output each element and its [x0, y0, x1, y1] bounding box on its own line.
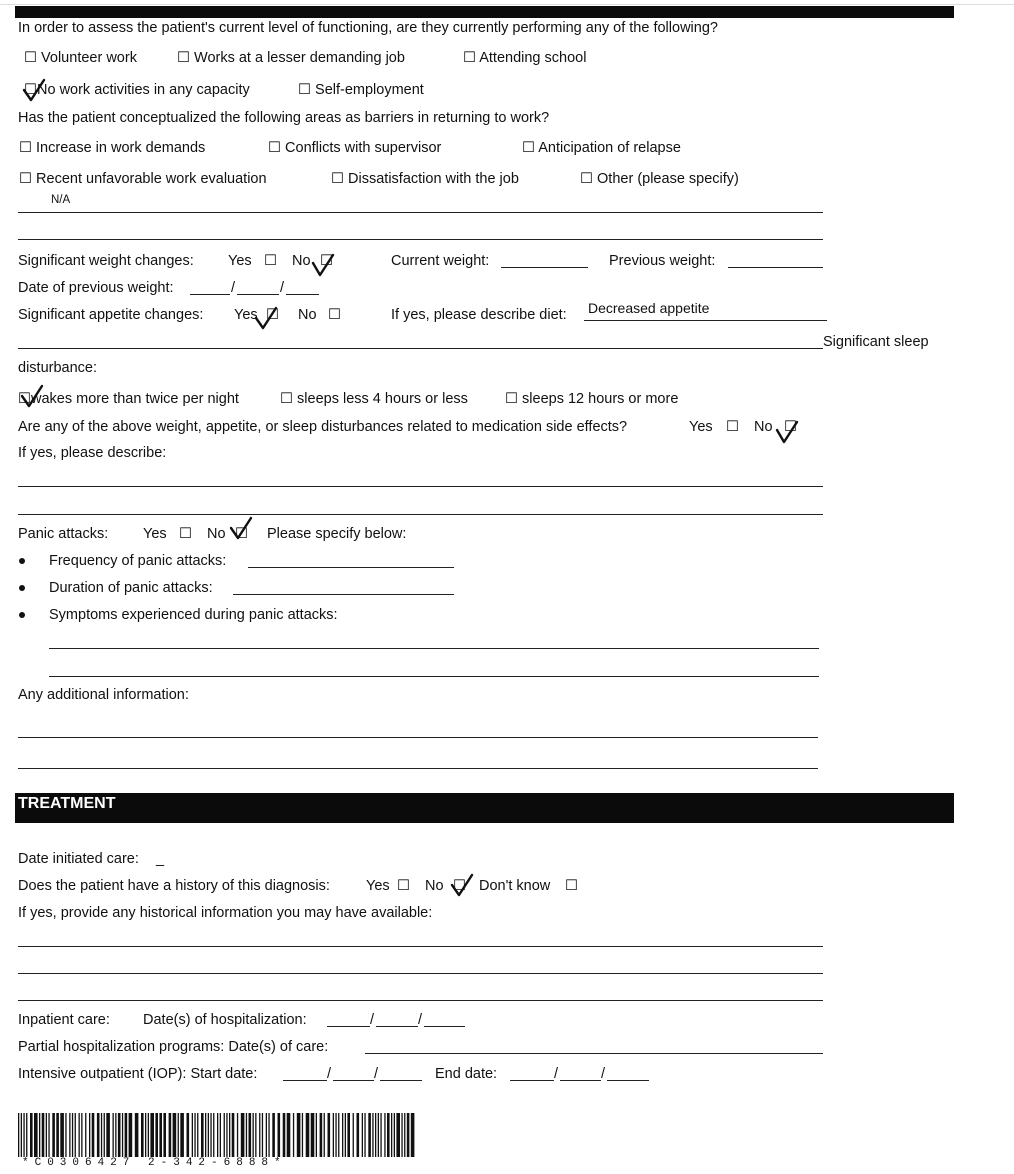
date-initiated-value[interactable]: _	[156, 851, 165, 867]
date-previous-weight-label: Date of previous weight:	[18, 280, 174, 296]
panic-specify-label: Please specify below:	[267, 526, 407, 542]
other-answer[interactable]: N/A	[51, 194, 71, 206]
iop-start-label: Intensive outpatient (IOP): Start date:	[18, 1066, 258, 1082]
diet-answer[interactable]: Decreased appetite	[588, 300, 710, 316]
answer-line	[18, 212, 823, 213]
date-initiated-label: Date initiated care:	[18, 851, 139, 867]
checkmark-icon	[20, 384, 44, 410]
checkmark-icon	[254, 306, 278, 332]
checkbox-conflicts-supervisor[interactable]: ☐ Conflicts with supervisor	[268, 140, 442, 156]
answer-line	[49, 648, 819, 649]
answer-line	[18, 514, 823, 515]
describe-label: If yes, please describe:	[18, 445, 167, 461]
treatment-title: TREATMENT	[18, 795, 116, 812]
history-no-label: No	[425, 878, 444, 894]
date-separator: /	[418, 1012, 423, 1028]
weight-no-label: No	[292, 253, 311, 269]
history-yes-label: Yes	[366, 878, 390, 894]
answer-line	[18, 1000, 823, 1001]
date-separator: /	[370, 1012, 375, 1028]
checkbox-other-specify[interactable]: ☐ Other (please specify)	[580, 171, 739, 187]
previous-weight-label: Previous weight:	[609, 253, 716, 269]
inpatient-label: Inpatient care:	[18, 1012, 110, 1028]
sleep-disturbance-label: Significant sleep	[823, 334, 929, 350]
checkmark-icon	[311, 253, 335, 279]
appetite-no-checkbox[interactable]: ☐	[328, 307, 341, 323]
panic-symptoms-label: Symptoms experienced during panic attacks:	[49, 607, 338, 623]
weight-yes-label: Yes	[228, 253, 252, 269]
page-top-rule	[0, 4, 1014, 5]
current-weight-field[interactable]	[501, 267, 588, 268]
barcode-digits: *C0306427 2-342-6888*	[22, 1157, 287, 1169]
checkbox-sleeps-less-4[interactable]: ☐ sleeps less 4 hours or less	[280, 391, 468, 407]
additional-info-label: Any additional information:	[18, 687, 189, 703]
appetite-changes-label: Significant appetite changes:	[18, 307, 204, 323]
iop-end-year-field[interactable]	[607, 1080, 649, 1081]
iop-end-label: End date:	[435, 1066, 498, 1082]
side-effects-question: Are any of the above weight, appetite, or sleep disturbances related to medication side effects?	[18, 419, 628, 435]
side-effects-yes-label: Yes	[689, 419, 713, 435]
date-separator: /	[327, 1066, 332, 1082]
date-separator: /	[601, 1066, 606, 1082]
bullet	[19, 612, 25, 618]
checkbox-volunteer-work[interactable]: ☐ Volunteer work	[24, 50, 137, 66]
panic-attacks-label: Panic attacks:	[18, 526, 109, 542]
sleep-disturbance-label-cont: disturbance:	[18, 360, 97, 376]
diet-label: If yes, please describe diet:	[391, 307, 567, 323]
checkmark-icon	[450, 873, 474, 899]
date-separator: /	[554, 1066, 559, 1082]
date-separator: /	[231, 280, 236, 296]
checkbox-self-employment[interactable]: ☐ Self-employment	[298, 82, 424, 98]
checkbox-wakes-twice[interactable]: ☐wakes more than twice per night	[18, 391, 239, 407]
hosp-day-field[interactable]	[376, 1026, 418, 1027]
history-yes-checkbox[interactable]: ☐	[397, 878, 410, 894]
bullet	[19, 585, 25, 591]
checkbox-sleeps-12[interactable]: ☐ sleeps 12 hours or more	[505, 391, 679, 407]
checkmark-icon	[775, 420, 799, 446]
barriers-question: Has the patient conceptualized the following areas as barriers in returning to work?	[18, 110, 550, 126]
historical-info-label: If yes, provide any historical information you may have available:	[18, 905, 433, 921]
answer-line	[18, 486, 823, 487]
appetite-no-label: No	[298, 307, 317, 323]
partial-hospitalization-label: Partial hospitalization programs: Date(s) of care:	[18, 1039, 329, 1055]
panic-duration-field[interactable]	[233, 594, 454, 595]
side-effects-no-checkbox[interactable]: ☐	[784, 419, 797, 435]
current-weight-label: Current weight:	[391, 253, 490, 269]
answer-line	[18, 973, 823, 974]
bullet	[19, 558, 25, 564]
side-effects-no-label: No	[754, 419, 773, 435]
answer-line	[18, 946, 823, 947]
partial-dates-field[interactable]	[365, 1053, 823, 1054]
panic-no-label: No	[207, 526, 226, 542]
iop-start-day-field[interactable]	[333, 1080, 374, 1081]
hospitalization-dates-label: Date(s) of hospitalization:	[143, 1012, 307, 1028]
iop-end-month-field[interactable]	[510, 1080, 554, 1081]
answer-line	[49, 676, 819, 677]
previous-weight-field[interactable]	[728, 267, 823, 268]
diet-answer-line	[584, 320, 827, 321]
treatment-header	[15, 793, 954, 823]
barcode-image	[18, 1113, 418, 1157]
panic-duration-label: Duration of panic attacks:	[49, 580, 213, 596]
panic-frequency-label: Frequency of panic attacks:	[49, 553, 227, 569]
checkbox-attending-school[interactable]: ☐ Attending school	[463, 50, 587, 66]
side-effects-yes-checkbox[interactable]: ☐	[726, 419, 739, 435]
hosp-year-field[interactable]	[424, 1026, 465, 1027]
weight-yes-checkbox[interactable]: ☐	[264, 253, 277, 269]
iop-start-month-field[interactable]	[283, 1080, 327, 1081]
date-month-field[interactable]	[190, 294, 230, 295]
panic-no-checkbox[interactable]: ☐	[235, 526, 248, 542]
weight-no-checkbox[interactable]: ☐	[320, 253, 333, 269]
appetite-yes-checkbox[interactable]: ☐	[266, 307, 279, 323]
date-day-field[interactable]	[237, 294, 279, 295]
answer-line	[18, 348, 823, 349]
hosp-month-field[interactable]	[327, 1026, 370, 1027]
checkbox-anticipation-relapse[interactable]: ☐ Anticipation of relapse	[522, 140, 681, 156]
history-no-checkbox[interactable]: ☐	[453, 878, 466, 894]
date-separator: /	[280, 280, 285, 296]
panic-frequency-field[interactable]	[248, 567, 454, 568]
checkbox-increase-work-demands[interactable]: ☐ Increase in work demands	[19, 140, 206, 156]
date-separator: /	[374, 1066, 379, 1082]
panic-yes-checkbox[interactable]: ☐	[179, 526, 192, 542]
appetite-yes-label: Yes	[234, 307, 258, 323]
iop-start-year-field[interactable]	[380, 1080, 422, 1081]
history-dont-know-label: Don't know	[479, 878, 551, 894]
functioning-question: In order to assess the patient's current level of functioning, are they currently performing any of the following?	[18, 20, 718, 36]
checkbox-dissatisfaction-job[interactable]: ☐ Dissatisfaction with the job	[331, 171, 519, 187]
answer-line	[18, 768, 818, 769]
panic-yes-label: Yes	[143, 526, 167, 542]
history-question: Does the patient have a history of this diagnosis:	[18, 878, 330, 894]
date-year-field[interactable]	[286, 294, 319, 295]
checkbox-unfavorable-evaluation[interactable]: ☐ Recent unfavorable work evaluation	[19, 171, 267, 187]
answer-line	[18, 737, 818, 738]
answer-line	[18, 239, 823, 240]
history-dont-know-checkbox[interactable]: ☐	[565, 878, 578, 894]
iop-end-day-field[interactable]	[560, 1080, 601, 1081]
weight-changes-label: Significant weight changes:	[18, 253, 194, 269]
checkmark-icon	[229, 516, 253, 542]
section-header-bar	[15, 6, 954, 18]
checkbox-lesser-demanding-job[interactable]: ☐ Works at a lesser demanding job	[177, 50, 405, 66]
checkbox-no-work-activities[interactable]: ☐No work activities in any capacity	[24, 82, 250, 98]
checkmark-icon	[22, 78, 46, 104]
